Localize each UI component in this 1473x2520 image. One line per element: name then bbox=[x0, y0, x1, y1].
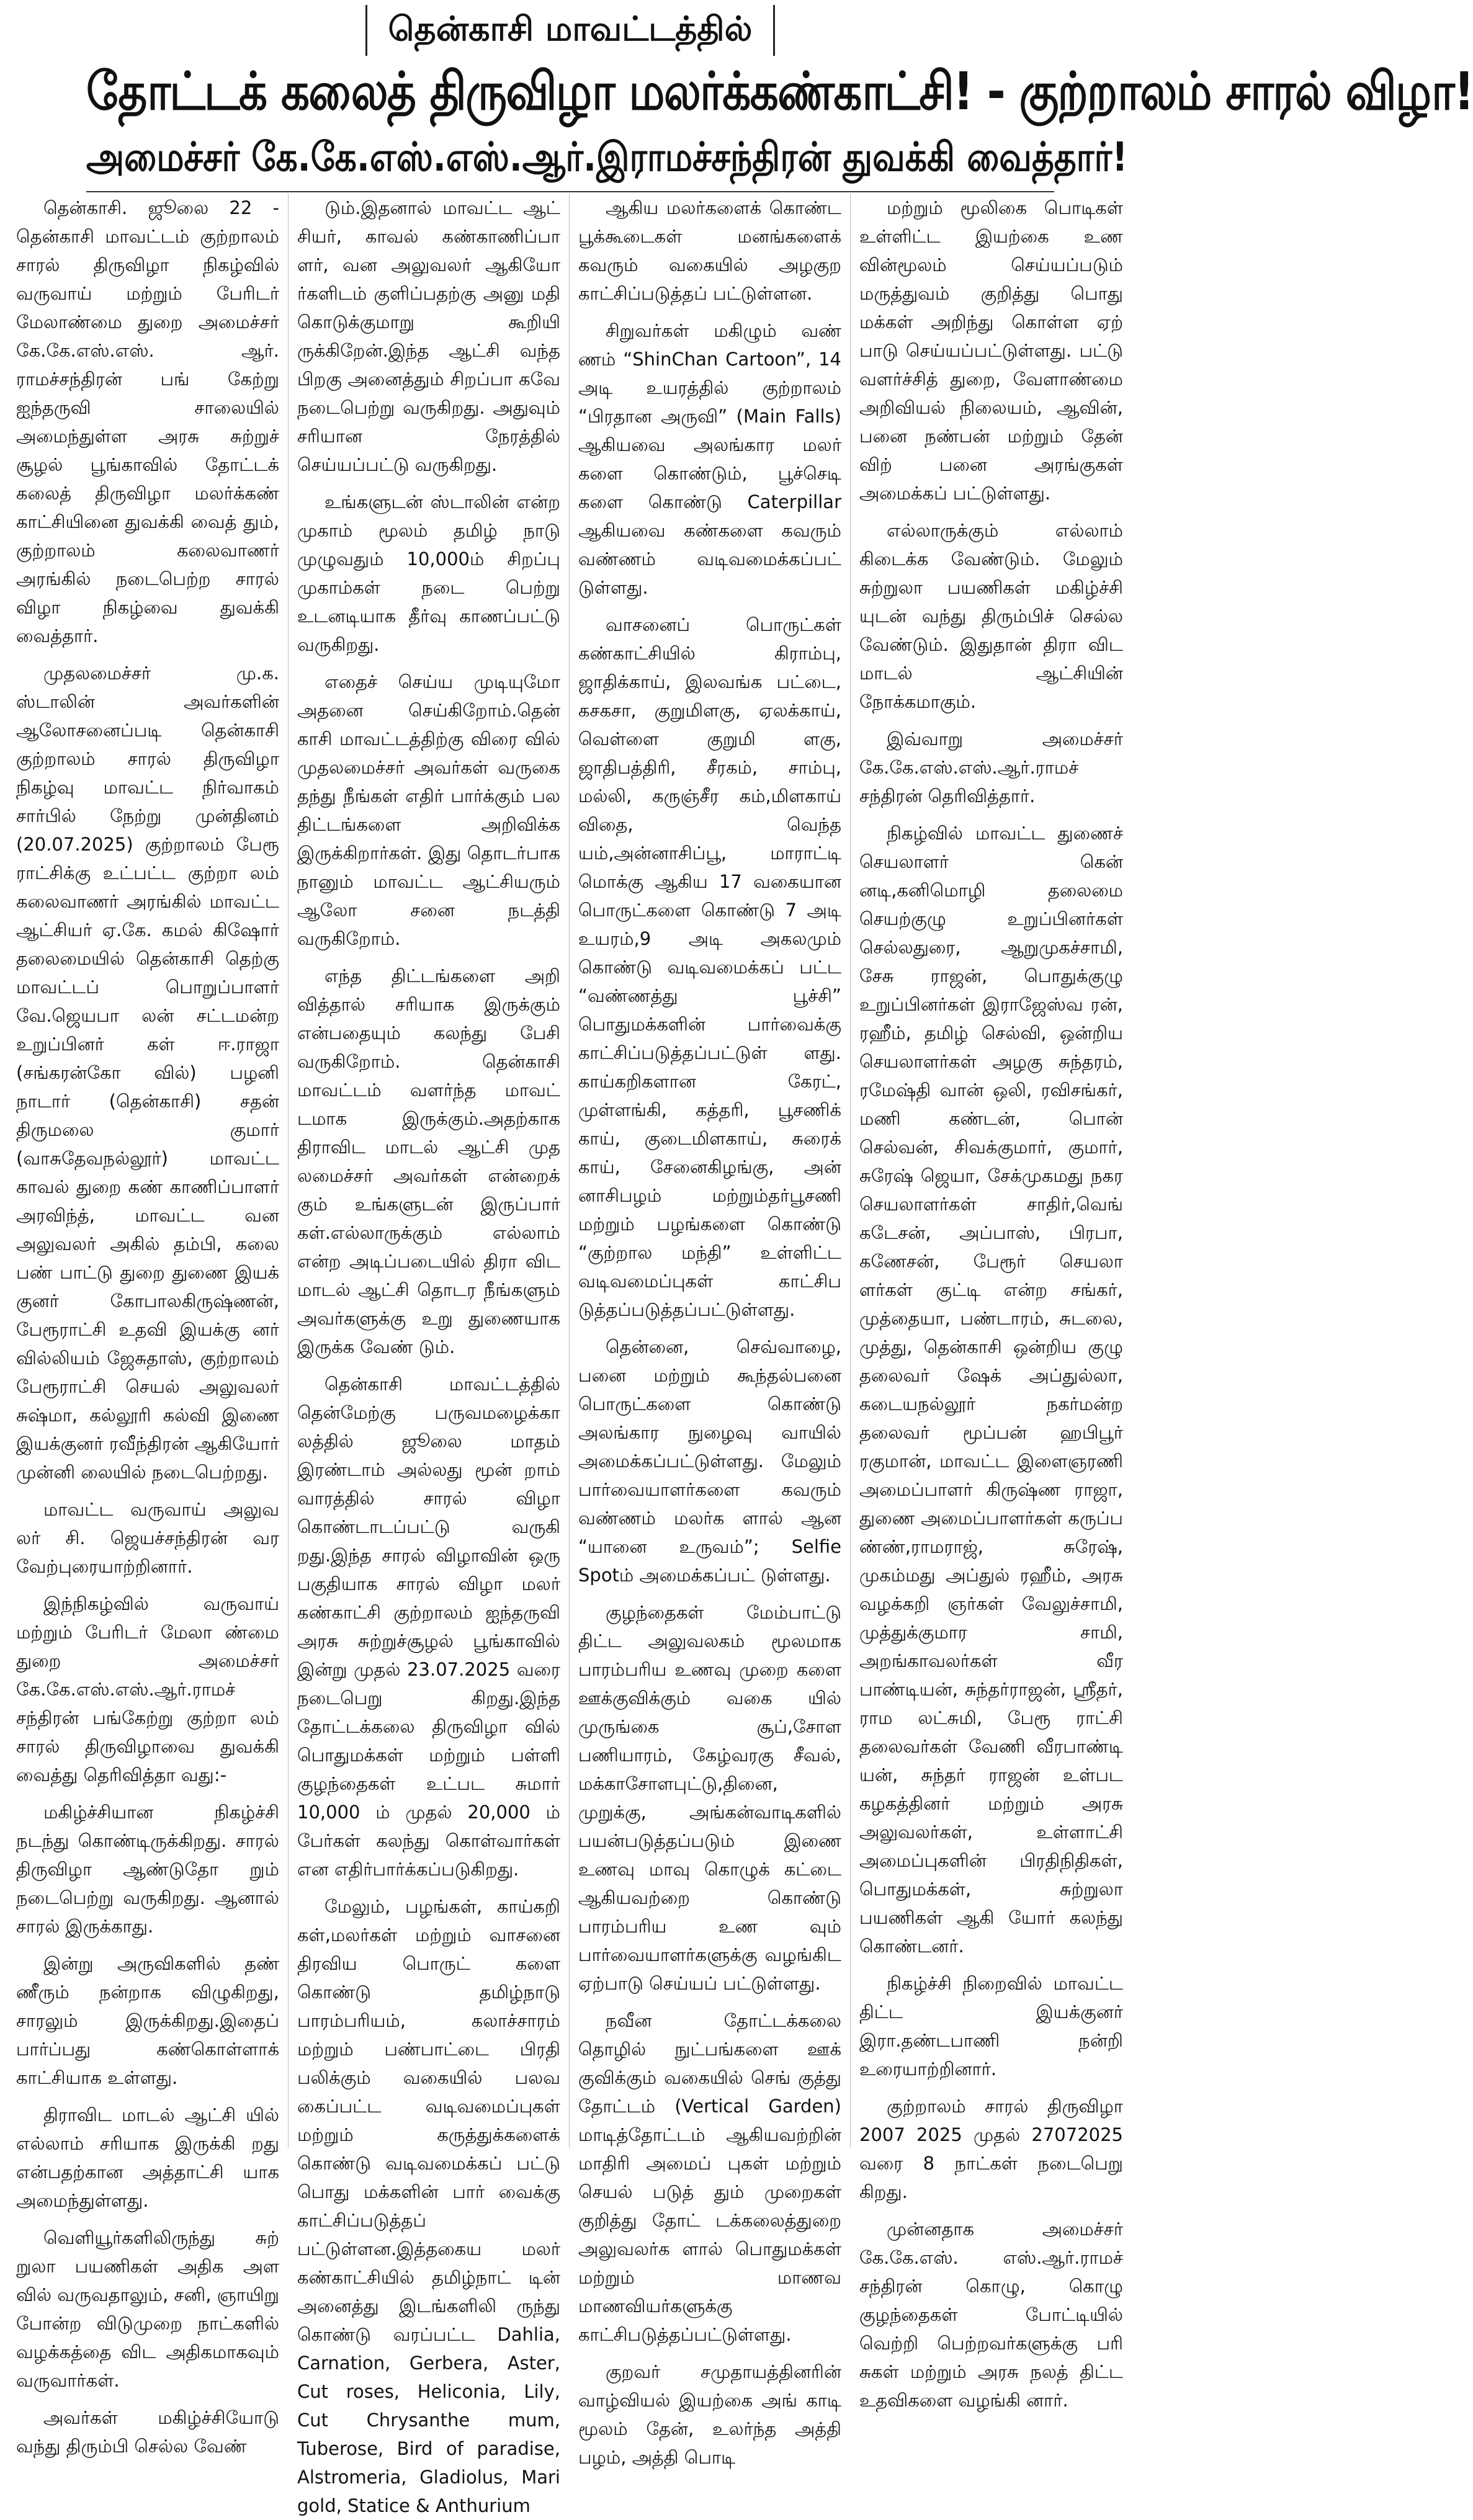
article-paragraph: முதலமைச்சர் மு.க. ஸ்டாலின் அவர்களின் ஆலோசனைப்படி தென்காசி குற்றாலம் சாரல் திருவிழா நிகழ்வு மாவட்ட நிர்வாகம் சார்பில் நேற்று முன்தினம் (20.07.2025) குற்றாலம் பேரூ ராட்சிக்கு உட்பட்ட குற்றா லம் கலைவாணர் அரங்கில் மாவட்ட ஆட்சியர் ஏ.கே. கமல் கிஷோர் தலைமையில் தென்காசி தெற்கு மாவட்டப் பொறுப்பாளர் வே.ஜெயபா லன் சட்டமன்ற உறுப்பினர் கள் ஈ.ராஜா (சங்கரன்கோ வில்) பழனி நாடார் (தென்காசி) சதன் திருமலை குமார் (வாசுதேவநல்லூர்) மாவட்ட காவல் துறை கண் காணிப்பாளர் அரவிந்த், மாவட்ட வன அலுவலர் அகில் தம்பி, கலை பண் பாட்டு துறை துணை இயக் குனர் கோபாலகிருஷ்ணன், பேரூராட்சி உதவி இயக்கு னர் வில்லியம் ஜேசுதாஸ், குற்றாலம் பேரூராட்சி செயல் அலுவலர் சுஷ்மா, கல்லூரி கல்வி இணை இயக்குனர் ரவீந்திரன் ஆகியோர் முன்னி லையில் நடைபெற்றது. bbox=[16, 663, 279, 1483]
article-paragraph: டும்.இதனால் மாவட்ட ஆட் சியர், காவல் கண்காணிப்பா ளர், வன அலுவலர் ஆகியோ ர்களிடம் குளிப்பதற்கு அனு மதி கொடுக்குமாறு கூறியி ருக்கிறேன்.இந்த ஆட்சி வந்த பிறகு அனைத்தும் சிறப்பா கவே நடைபெற்று வருகிறது. அதுவும் சரியான நேரத்தில் செய்யப்பட்டு வருகிறது. bbox=[297, 197, 560, 475]
kicker-wrap bbox=[7, 0, 1133, 57]
article-paragraph: குற்றாலம் சாரல் திருவிழா 2007 2025 முதல் 27072025 வரை 8 நாட்கள் நடைபெறு கிறது. bbox=[859, 2096, 1123, 2202]
article-paragraph: தென்காசி. ஜூலை 22 - தென்காசி மாவட்டம் குற்றாலம் சாரல் திருவிழா நிகழ்வில் வருவாய் மற்றும் பேரிடர் மேலாண்மை துறை அமைச்சர் கே.கே.எஸ்.எஸ். ஆர். ராமச்சந்திரன் பங் கேற்று ஐந்தருவி சாலையில் அமைந்துள்ள அரசு சுற்றுச் சூழல் பூங்காவில் தோட்டக் கலைத் திருவிழா மலர்க்கண் காட்சியினை துவக்கி வைத் தும், குற்றாலம் கலைவாணர் அரங்கில் நடைபெற்ற சாரல் விழா நிகழ்வை துவக்கி வைத்தார். bbox=[16, 197, 279, 646]
article-paragraph: எல்லாருக்கும் எல்லாம் கிடைக்க வேண்டும். மேலும் சுற்றுலா பயணிகள் மகிழ்ச்சி யுடன் வந்து திரும்பிச் செல்ல வேண்டும். இதுதான் திரா விட மாடல் ஆட்சியின் நோக்கமாகும். bbox=[859, 520, 1123, 712]
article-paragraph: சிறுவர்கள் மகிழும் வண் ணம் “ShinChan Cartoon”, 14 அடி உயரத்தில் குற்றாலம் “பிரதான அருவி” (Main Falls) ஆகியவை அலங்கார மலர் களை கொண்டும், பூச்செடி களை கொண்டு Caterpillar ஆகியவை கண்களை கவரும் வண்ணம் வடிவமைக்கப்பட் டுள்ளது. bbox=[578, 320, 841, 598]
article-paragraph: எதைச் செய்ய முடியுமோ அதனை செய்கிறோம்.தென் காசி மாவட்டத்திற்கு விரை வில் முதலமைச்சர் அவர்கள் வருகை தந்து நீங்கள் எதிர் பார்க்கும் பல திட்டங்களை அறிவிக்க இருக்கிறார்கள். இது தொடர்பாக நானும் மாவட்ட ஆட்சியரும் ஆலோ சனை நடத்தி வருகிறோம். bbox=[297, 671, 560, 949]
article-paragraph: நிகழ்ச்சி நிறைவில் மாவட்ட திட்ட இயக்குனர் இரா.தண்டபாணி நன்றி உரையாற்றினார். bbox=[859, 1973, 1123, 2080]
article-paragraph: எந்த திட்டங்களை அறி வித்தால் சரியாக இருக்கும் என்பதையும் கலந்து பேசி வருகிறோம். தென்காசி மாவட்டம் வளர்ந்த மாவட் டமாக இருக்கும்.அதற்காக திராவிட மாடல் ஆட்சி முத லமைச்சர் அவர்கள் என்றைக் கும் உங்களுடன் இருப்பார் கள்.எல்லாருக்கும் எல்லாம் என்ற அடிப்படையில் திரா விட மாடல் ஆட்சி தொடர நீங்களும் அவர்களுக்கு உறு துணையாக இருக்க வேண் டும். bbox=[297, 965, 560, 1357]
article-columns bbox=[7, 194, 1133, 2516]
subheadline: அமைச்சர் கே.கே.எஸ்.எஸ்.ஆர்.இராமச்சந்திரன் துவக்கி வைத்தார்! bbox=[86, 132, 1054, 192]
article-paragraph: முன்னதாக அமைச்சர் கே.கே.எஸ். எஸ்.ஆர்.ராமச் சந்திரன் கொழு, கொழு குழந்தைகள் போட்டியில் வெற்றி பெற்றவர்களுக்கு பரி சுகள் மற்றும் அரசு நலத் திட்ட உதவிகளை வழங்கி னார். bbox=[859, 2218, 1123, 2411]
article-paragraph: திராவிட மாடல் ஆட்சி யில் எல்லாம் சரியாக இருக்கி றது என்பதற்கான அத்தாட்சி யாக அமைந்துள்ளது. bbox=[16, 2104, 279, 2211]
article-paragraph: மேலும், பழங்கள், காய்கறி கள்,மலர்கள் மற்றும் வாசனை திரவிய பொருட் களை கொண்டு தமிழ்நாடு பாரம்பரியம், கலாச்சாரம் மற்றும் பண்பாட்டை பிரதி பலிக்கும் வகையில் பலவ கைப்பட்ட வடிவமைப்புகள் மற்றும் கருத்துக்களைக் கொண்டு வடிவமைக்கப் பட்டு பொது மக்களின் பார் வைக்கு காட்சிப்படுத்தப் பட்டுள்ளன.இத்தகைய மலர் கண்காட்சியில் தமிழ்நாட் டின் அனைத்து இடங்களிலி ருந்து கொண்டு வரப்பட்ட Dahlia, Carnation, Gerbera, Aster, Cut roses, Heliconia, Lily, Cut Chrysanthe mum, Tuberose, Bird of paradise, Alstromeria, Gladiolus, Mari gold, Statice & Anthurium bbox=[297, 1896, 560, 2516]
article-paragraph: இவ்வாறு அமைச்சர் கே.கே.எஸ்.எஸ்.ஆர்.ராமச் சந்திரன் தெரிவித்தார். bbox=[859, 728, 1123, 806]
column-3 bbox=[570, 194, 851, 2468]
column-2 bbox=[289, 194, 570, 2516]
article-paragraph: மற்றும் மூலிகை பொடிகள் உள்ளிட்ட இயற்கை உண வின்மூலம் செய்யப்படும் மருத்துவம் குறித்து பொது மக்கள் அறிந்து கொள்ள ஏற் பாடு செய்யப்பட்டுள்ளது. பட்டு வளர்ச்சித் துறை, வேளாண்மை அறிவியல் நிலையம், ஆவின், பனை நண்பன் மற்றும் தேன் விற் பனை அரங்குகள் அமைக்கப் பட்டுள்ளது. bbox=[859, 197, 1123, 504]
article-paragraph: நிகழ்வில் மாவட்ட துணைச் செயலாளர் கென் னடி,கனிமொழி தலைமை செயற்குழு உறுப்பினர்கள் செல்லதுரை, ஆறுமுகச்சாமி, சேசு ராஜன், பொதுக்குழு உறுப்பினர்கள் இராஜேஸ்வ ரன், ரஹீம், தமிழ் செல்வி, ஒன்றிய செயலாளர்கள் அழகு சுந்தரம், ரமேஷ்தி வான் ஒலி, ரவிசங்கர், மணி கண்டன், பொன் செல்வன், சிவக்குமார், குமார், சுரேஷ் ஜெயா, சேக்முகமது நகர செயலாளர்கள் சாதிர்,வெங் கடேசன், அப்பாஸ், பிரபா, கணேசன், பேரூர் செயலா ளர்கள் குட்டி என்ற சங்கர், முத்தையா, பண்டாரம், சுடலை, முத்து, தென்காசி ஒன்றிய குழு தலைவர் ஷேக் அப்துல்லா, கடையநல்லூர் நகர்மன்ற தலைவர் மூப்பன் ஹபிபூர் ரகுமான், மாவட்ட இளைஞரணி அமைப்பாளர் கிருஷ்ண ராஜா, துணை அமைப்பாளர்கள் கருப்ப ண்ண்,ராமராஜ், சுரேஷ், முகம்மது அப்துல் ரஹீம், அரசு வழக்கறி ஞர்கள் வேலுச்சாமி, முத்துக்குமார சாமி, அறங்காவலர்கள் வீர பாண்டியன், சுந்தர்ராஜன், ஸ்ரீதர், ராம லட்சுமி, பேரூ ராட்சி தலைவர்கள் வேணி வீரபாண்டி யன், சுந்தர் ராஜன் உள்பட கழகத்தினர் மற்றும் அரசு அலுவலர்கள், உள்ளாட்சி அமைப்புகளின் பிரதிநிதிகள், பொதுமக்கள், சுற்றுலா பயணிகள் ஆகி யோர் கலந்து கொண்டனர். bbox=[859, 823, 1123, 1957]
article-paragraph: மாவட்ட வருவாய் அலுவ லர் சி. ஜெயச்சந்திரன் வர வேற்புரையாற்றினார். bbox=[16, 1499, 279, 1577]
column-4 bbox=[851, 194, 1132, 2411]
article-paragraph: வாசனைப் பொருட்கள் கண்காட்சியில் கிராம்பு, ஜாதிக்காய், இலவங்க பட்டை, கசகசா, குறுமிளகு, ஏலக்காய், வெள்ளை குறுமி ளகு, ஜாதிபத்திரி, சீரகம், சாம்பு, மல்லி, கருஞ்சீர கம்,மிளகாய் விதை, வெந்த யம்,அன்னாசிப்பூ, மாராட்டி மொக்கு ஆகிய 17 வகையான பொருட்களை கொண்டு 7 அடி உயரம்,9 அடி அகலமும் கொண்டு வடிவமைக்கப் பட்ட “வண்ணத்து பூச்சி” பொதுமக்களின் பார்வைக்கு காட்சிப்படுத்தப்பட்டுள் ளது. காய்கறிகளான கேரட், முள்ளங்கி, கத்தரி, பூசணிக் காய், குடைமிளகாய், சுரைக் காய், சேனைகிழங்கு, அன் னாசிபழம் மற்றும்தர்பூசணி மற்றும் பழங்களை கொண்டு “குற்றால மந்தி” உள்ளிட்ட வடிவமைப்புகள் காட்சிப டுத்தப்படுத்தப்பட்டுள்ளது. bbox=[578, 614, 841, 1320]
article-paragraph: தென்னை, செவ்வாழை, பனை மற்றும் கூந்தல்பனை பொருட்களை கொண்டு அலங்கார நுழைவு வாயில் அமைக்கப்பட்டுள்ளது. மேலும் பார்வையாளர்களை கவரும் வண்ணம் மலர்க ளால் ஆன “யானை உருவம்”; Selfie Spotம் அமைக்கப்பட் டுள்ளது. bbox=[578, 1336, 841, 1586]
article-paragraph: தென்காசி மாவட்டத்தில் தென்மேற்கு பருவமழைக்கா லத்தில் ஜூலை மாதம் இரண்டாம் அல்லது மூன் றாம் வாரத்தில் சாரல் விழா கொண்டாடப்பட்டு வருகி றது.இந்த சாரல் விழாவின் ஒரு பகுதியாக சாரல் விழா மலர் கண்காட்சி குற்றாலம் ஐந்தருவி அரசு சுற்றுச்சூழல் பூங்காவில் இன்று முதல் 23.07.2025 வரை நடைபெறு கிறது.இந்த தோட்டக்கலை திருவிழா வில் பொதுமக்கள் மற்றும் பள்ளி குழந்தைகள் உட்பட சுமார் 10,000 ம் முதல் 20,000 ம் பேர்கள் கலந்து கொள்வார்கள் என எதிர்பார்க்கப்படுகிறது. bbox=[297, 1374, 560, 1880]
article-paragraph: குழந்தைகள் மேம்பாட்டு திட்ட அலுவலகம் மூலமாக பாரம்பரிய உணவு முறை களை ஊக்குவிக்கும் வகை யில் முருங்கை சூப்,சோள பணியாரம், கேழ்வரகு சீவல், மக்காசோளபுட்டு,தினை, முறுக்கு, அங்கன்வாடிகளில் பயன்படுத்தப்படும் இணை உணவு மாவு கொழுக் கட்டை ஆகியவற்றை கொண்டு பாரம்பரிய உண வும் பார்வையாளர்களுக்கு வழங்கிட ஏற்பாடு செய்யப் பட்டுள்ளது. bbox=[578, 1602, 841, 1994]
column-1 bbox=[7, 194, 289, 2457]
article-paragraph: வெளியூர்களிலிருந்து சுற் றுலா பயணிகள் அதிக அள வில் வருவதாலும், சனி, ஞாயிறு போன்ற விடுமுறை நாட்களில் வழக்கத்தை விட அதிகமாகவும் வருவார்கள். bbox=[16, 2227, 279, 2391]
article-paragraph: ஆகிய மலர்களைக் கொண்ட பூக்கூடைகள் மனங்களைக் கவரும் வகையில் அழகுற காட்சிப்படுத்தப் பட்டுள்ளன. bbox=[578, 197, 841, 304]
article-paragraph: அவர்கள் மகிழ்ச்சியோடு வந்து திரும்பி செல்ல வேண் bbox=[16, 2407, 279, 2457]
headline: தோட்டக் கலைத் திருவிழா மலர்க்கண்காட்சி! - குற்றாலம் சாரல் விழா! bbox=[86, 61, 1473, 122]
article-paragraph: நவீன தோட்டக்கலை தொழில் நுட்பங்களை ஊக் குவிக்கும் வகையில் செங் குத்து தோட்டம் (Vertical Garden) மாடித்தோட்டம் ஆகியவற்றின் மாதிரி அமைப் புகள் மற்றும் செயல் படுத் தும் முறைகள் குறித்து தோட் டக்கலைத்துறை அலுவலர்க ளால் பொதுமக்கள் மற்றும் மாணவ மாணவியர்களுக்கு காட்சிபடுத்தப்பட்டுள்ளது. bbox=[578, 2010, 841, 2345]
article-paragraph: உங்களுடன் ஸ்டாலின் என்ற முகாம் மூலம் தமிழ் நாடு முழுவதும் 10,000ம் சிறப்பு முகாம்கள் நடை பெற்று உடனடியாக தீர்வு காணப்பட்டு வருகிறது. bbox=[297, 491, 560, 655]
article-paragraph: இன்று அருவிகளில் தண் ணீரும் நன்றாக விழுகிறது, சாரலும் இருக்கிறது.இதைப் பார்ப்பது கண்கொள்ளாக் காட்சியாக உள்ளது. bbox=[16, 1953, 279, 2088]
kicker: தென்காசி மாவட்டத்தில் bbox=[365, 5, 776, 56]
article-paragraph: குறவர் சமுதாயத்தினரின் வாழ்வியல் இயற்கை அங் காடி மூலம் தேன், உலர்ந்த அத்தி பழம், அத்தி பொடி bbox=[578, 2361, 841, 2468]
article-paragraph: மகிழ்ச்சியான நிகழ்ச்சி நடந்து கொண்டிருக்கிறது. சாரல் திருவிழா ஆண்டுதோ றும் நடைபெற்று வருகிறது. ஆனால் சாரல் இருக்காது. bbox=[16, 1802, 279, 1937]
article-paragraph: இந்நிகழ்வில் வருவாய் மற்றும் பேரிடர் மேலா ண்மை துறை அமைச்சர் கே.கே.எஸ்.எஸ்.ஆர்.ராமச் சந்திரன் பங்கேற்று குற்றா லம் சாரல் திருவிழாவை துவக்கி வைத்து தெரிவித்தா வது:- bbox=[16, 1593, 279, 1785]
